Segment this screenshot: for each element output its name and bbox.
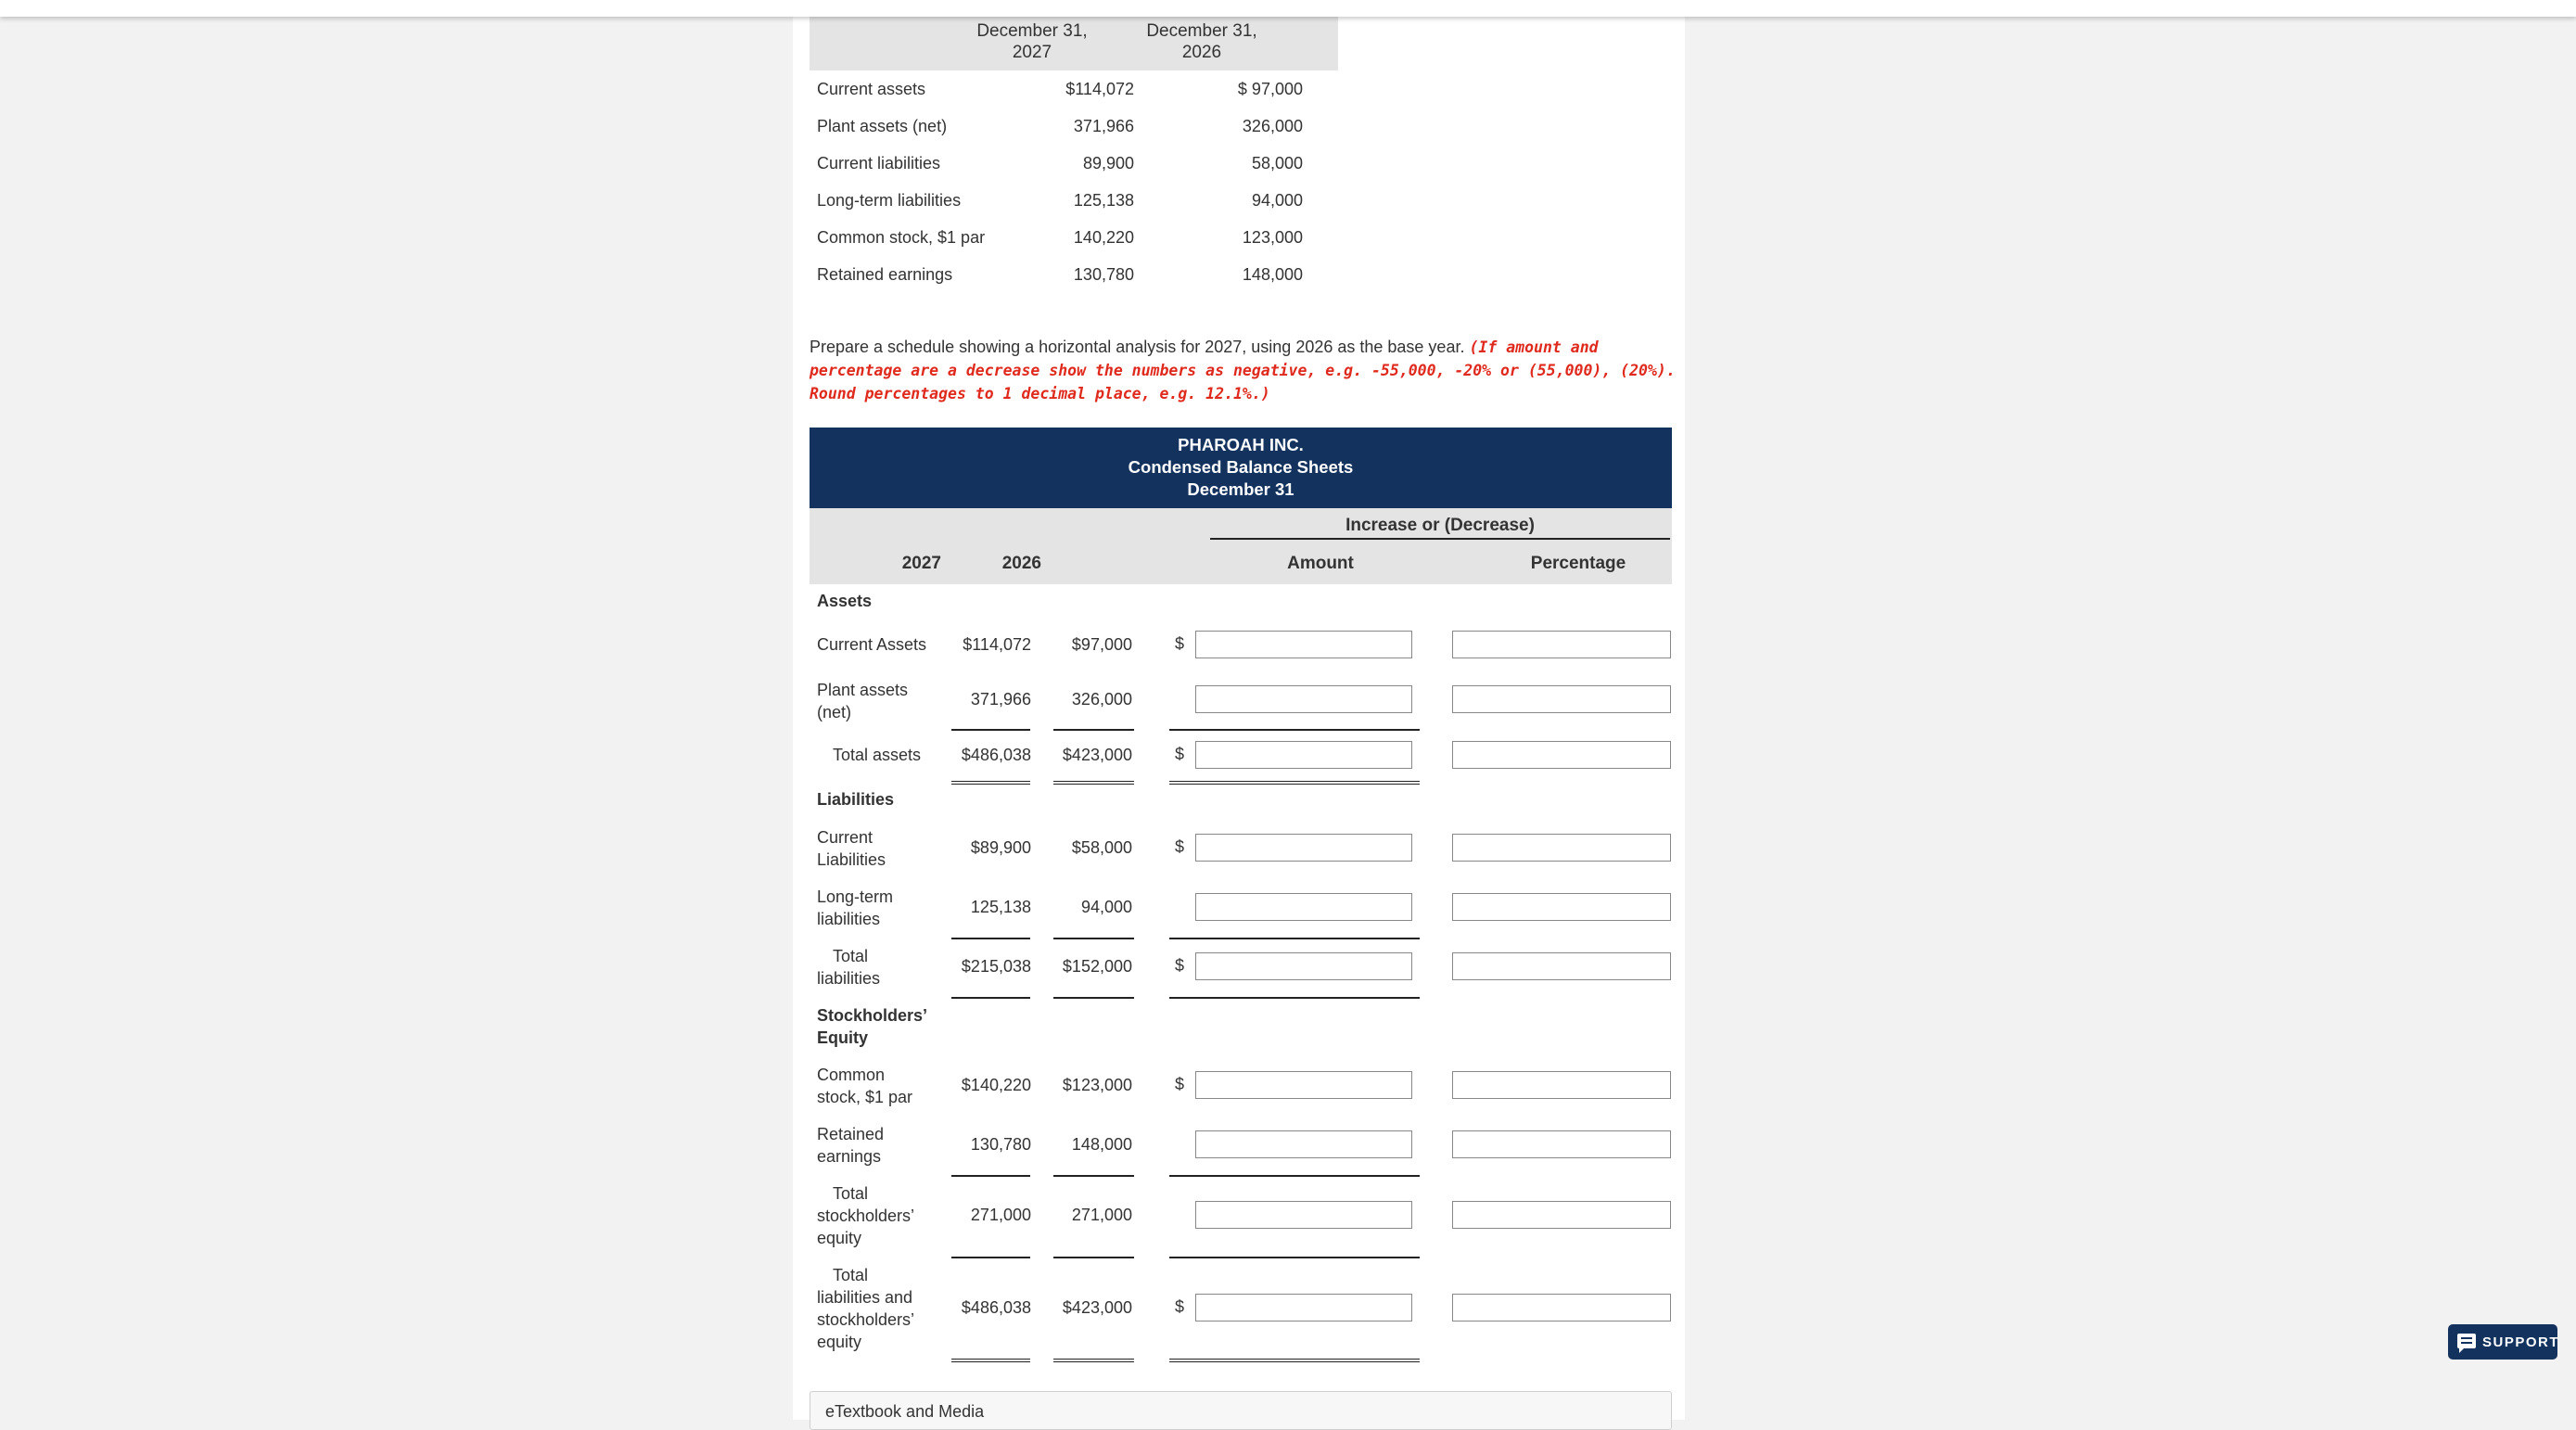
rule-line (951, 1257, 1030, 1258)
value-2026: 94,000 (1080, 898, 1132, 916)
given-label: Long-term liabilities (817, 191, 962, 210)
section-liabilities: Liabilities (817, 790, 895, 809)
value-2027: $89,900 (970, 838, 1031, 857)
double-rule (951, 1359, 1030, 1362)
rule-line (1169, 938, 1420, 939)
amount-input-total-assets[interactable] (1195, 741, 1412, 769)
value-2026: $97,000 (1071, 635, 1132, 654)
value-2026: $152,000 (1062, 957, 1132, 976)
given-label: Common stock, $1 par (817, 228, 986, 247)
amount-input-total-liabilities-equity[interactable] (1195, 1294, 1412, 1321)
rule-line (951, 938, 1030, 939)
rule-line (951, 729, 1030, 731)
top-bar (0, 0, 2576, 17)
given-value-2026: 123,000 (1242, 228, 1303, 247)
row-label: Total liabilities (817, 947, 881, 988)
schedule-title-block (810, 428, 1672, 508)
etextbook-media-label: eTextbook and Media (825, 1402, 985, 1421)
dollar-sign: $ (1175, 1297, 1185, 1316)
value-2027: 371,966 (970, 690, 1031, 709)
value-2027: 271,000 (970, 1206, 1031, 1224)
given-value-2026: 94,000 (1251, 191, 1303, 210)
value-2027: $114,072 (963, 635, 1031, 654)
row-label: Total assets (833, 746, 922, 764)
col-amount-header: Amount (1287, 554, 1354, 573)
value-2027: 130,780 (970, 1135, 1031, 1154)
schedule-column-header (810, 508, 1672, 584)
given-value-2026: 148,000 (1242, 265, 1303, 284)
double-rule (951, 781, 1030, 785)
given-label: Plant assets (net) (817, 117, 948, 135)
row-label: Current Liabilities (817, 828, 886, 869)
rule-line (1169, 997, 1420, 999)
row-label: Current Assets (817, 635, 927, 654)
amount-input-common-stock[interactable] (1195, 1071, 1412, 1099)
row-label: Total stockholders’ equity (817, 1184, 915, 1247)
rule-line (1053, 997, 1134, 999)
dollar-sign: $ (1175, 837, 1185, 856)
value-2027: $486,038 (961, 1298, 1031, 1317)
row-label: Plant assets (net) (817, 681, 909, 721)
rule-line (951, 997, 1030, 999)
statement-title: Condensed Balance Sheets (1128, 457, 1354, 477)
rule-line (1169, 1175, 1420, 1177)
chat-bubble-icon (2457, 1334, 2476, 1348)
value-2027: 125,138 (970, 898, 1031, 916)
given-label: Current liabilities (817, 154, 941, 172)
given-value-2027: 125,138 (1073, 191, 1134, 210)
instructions-warning: (If amount and percentage are a decrease show the numbers as negative, e.g. -55,000, -20% or (55,000), (20%). Round percentages to 1 decimal place, e.g. 12.1%.) (810, 338, 1676, 402)
instructions (810, 336, 1677, 405)
section-stockholders-equity: Stockholders’ Equity (817, 1006, 928, 1047)
statement-date: December 31 (1187, 479, 1294, 499)
section-assets: Assets (817, 592, 873, 610)
question-content (793, 0, 1685, 1420)
given-value-2027: 130,780 (1073, 265, 1134, 284)
given-col-2026: December 31, 2026 (1146, 21, 1257, 62)
row-label: Common stock, $1 par (817, 1066, 913, 1106)
given-label: Current assets (817, 80, 926, 98)
percentage-input-longterm-liabilities[interactable] (1452, 893, 1671, 921)
rule-line (1053, 729, 1134, 731)
percentage-input-total-liabilities-equity[interactable] (1452, 1294, 1671, 1321)
given-value-2026: 58,000 (1251, 154, 1303, 172)
row-label: Total liabilities and stockholders’ equity (817, 1266, 915, 1351)
col-2027-header: 2027 (901, 554, 941, 573)
amount-input-longterm-liabilities[interactable] (1195, 893, 1412, 921)
given-value-2026: 326,000 (1242, 117, 1303, 135)
percentage-input-current-assets[interactable] (1452, 631, 1671, 658)
support-label: SUPPORT (2482, 1334, 2560, 1350)
rule-line (1169, 1257, 1420, 1258)
given-table-header (810, 13, 1338, 70)
header-underline (1210, 538, 1670, 540)
value-2026: 148,000 (1071, 1135, 1132, 1154)
double-rule (1053, 781, 1134, 785)
value-2027: $486,038 (961, 746, 1031, 764)
rule-line (1169, 729, 1420, 731)
percentage-input-total-stockholders-equity[interactable] (1452, 1201, 1671, 1229)
amount-input-current-liabilities[interactable] (1195, 834, 1412, 862)
percentage-input-total-assets[interactable] (1452, 741, 1671, 769)
col-2026-header: 2026 (1001, 554, 1041, 573)
value-2026: $423,000 (1062, 1298, 1132, 1317)
given-value-2027: 89,900 (1082, 154, 1134, 172)
company-name: PHAROAH INC. (1178, 435, 1304, 454)
percentage-input-plant-assets[interactable] (1452, 685, 1671, 713)
rule-line (1053, 938, 1134, 939)
col-percentage-header: Percentage (1530, 554, 1626, 573)
given-value-2027: $114,072 (1065, 80, 1134, 98)
given-value-2026: $ 97,000 (1237, 80, 1303, 98)
amount-input-current-assets[interactable] (1195, 631, 1412, 658)
percentage-input-current-liabilities[interactable] (1452, 834, 1671, 862)
rule-line (1053, 1257, 1134, 1258)
percentage-input-common-stock[interactable] (1452, 1071, 1671, 1099)
given-col-2027: December 31, 2027 (976, 21, 1088, 62)
value-2026: $423,000 (1062, 746, 1132, 764)
row-label: Retained earnings (817, 1125, 885, 1166)
instructions-text: Prepare a schedule showing a horizontal analysis for 2027, using 2026 as the base year. (810, 338, 1465, 356)
given-value-2027: 140,220 (1073, 228, 1134, 247)
double-rule (1053, 1359, 1134, 1362)
value-2026: 326,000 (1071, 690, 1132, 709)
dollar-sign: $ (1175, 634, 1185, 653)
value-2026: $58,000 (1071, 838, 1132, 857)
percentage-input-total-liabilities[interactable] (1452, 952, 1671, 980)
dollar-sign: $ (1175, 956, 1185, 975)
amount-input-total-liabilities[interactable] (1195, 952, 1412, 980)
etextbook-media-panel[interactable] (810, 1391, 1672, 1430)
dollar-sign: $ (1175, 745, 1185, 763)
double-rule (1169, 1359, 1420, 1362)
given-value-2027: 371,966 (1073, 117, 1134, 135)
row-label: Long-term liabilities (817, 887, 894, 928)
value-2027: $140,220 (961, 1076, 1031, 1094)
percentage-input-retained-earnings[interactable] (1452, 1130, 1671, 1158)
given-label: Retained earnings (817, 265, 953, 284)
rule-line (951, 1175, 1030, 1177)
support-button[interactable] (2448, 1324, 2560, 1360)
value-2026: $123,000 (1062, 1076, 1132, 1094)
rule-line (1053, 1175, 1134, 1177)
increase-decrease-header: Increase or (Decrease) (1345, 516, 1535, 535)
value-2026: 271,000 (1071, 1206, 1132, 1224)
amount-input-plant-assets[interactable] (1195, 685, 1412, 713)
amount-input-total-stockholders-equity[interactable] (1195, 1201, 1412, 1229)
value-2027: $215,038 (961, 957, 1031, 976)
amount-input-retained-earnings[interactable] (1195, 1130, 1412, 1158)
dollar-sign: $ (1175, 1075, 1185, 1093)
double-rule (1169, 781, 1420, 785)
